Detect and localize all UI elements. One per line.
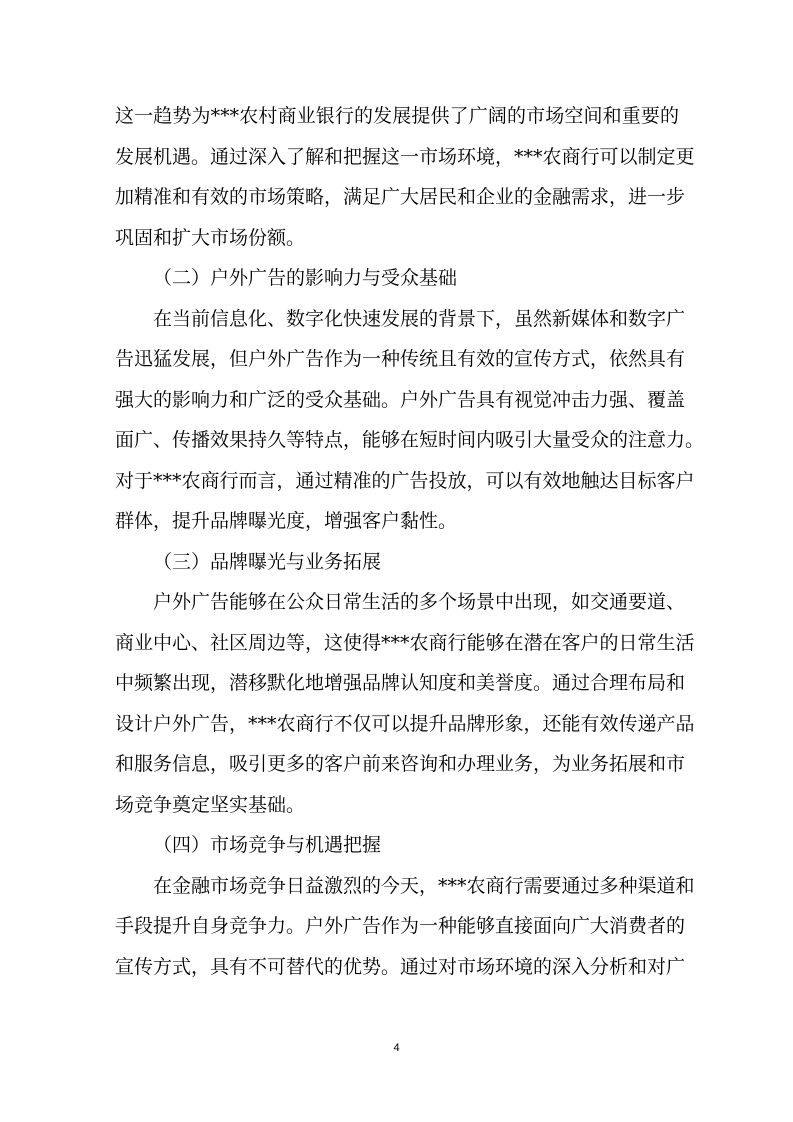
text-line: 对于***农商行而言，通过精准的广告投放，可以有效地触达目标客户: [115, 469, 695, 492]
text-line: 和服务信息，吸引更多的客户前来咨询和办理业务，为业务拓展和市: [115, 753, 686, 775]
text-line: 面广、传播效果持久等特点，能够在短时间内吸引大量受众的注意力。: [115, 429, 705, 451]
paragraph-market-opportunity: [115, 96, 695, 258]
text-line: 加精准和有效的市场策略，满足广大居民和企业的金融需求，进一步: [115, 186, 686, 208]
text-line: 巩固和扩大市场份额。: [115, 226, 306, 249]
paragraph-market-competition: [115, 866, 695, 988]
section-heading-3: （三）品牌曝光与业务拓展: [153, 550, 382, 573]
text-line: 户外广告能够在公众日常生活的多个场景中出现，如交通要道、: [153, 591, 686, 613]
text-line: 强大的影响力和广泛的受众基础。户外广告具有视觉冲击力强、覆盖: [115, 388, 686, 411]
paragraph-brand-exposure: [115, 582, 695, 825]
text-line: 发展机遇。通过深入了解和把握这一市场环境，***农商行可以制定更: [115, 145, 695, 168]
text-line: 这一趋势为***农村商业银行的发展提供了广阔的市场空间和重要的: [115, 105, 679, 127]
text-line: 在当前信息化、数字化快速发展的背景下，虽然新媒体和数字广: [153, 307, 686, 330]
page-body: [115, 96, 705, 987]
section-heading-4: （四）市场竞争与机遇把握: [153, 834, 382, 856]
text-line: 在金融市场竞争日益激烈的今天，***农商行需要通过多种渠道和: [153, 874, 695, 897]
text-line: 手段提升自身竞争力。户外广告作为一种能够直接面向广大消费者的: [115, 915, 686, 937]
text-line: 中频繁出现，潜移默化地增强品牌认知度和美誉度。通过合理布局和: [115, 672, 686, 694]
text-line: 商业中心、社区周边等，这使得***农商行能够在潜在客户的日常生活: [115, 631, 695, 654]
section-heading-2: （二）户外广告的影响力与受众基础: [153, 267, 458, 289]
text-line: 告迅猛发展，但户外广告作为一种传统且有效的宣传方式，依然具有: [115, 348, 686, 370]
page-number: 4: [393, 1042, 400, 1054]
text-line: 宣传方式，具有不可替代的优势。通过对市场环境的深入分析和对广: [115, 955, 686, 978]
paragraph-outdoor-ad-influence: [115, 299, 705, 542]
text-line: 设计户外广告，***农商行不仅可以提升品牌形象，还能有效传递产品: [115, 712, 695, 735]
text-line: 场竞争奠定坚实基础。: [115, 793, 306, 816]
text-line: 群体，提升品牌曝光度，增强客户黏性。: [115, 510, 458, 532]
